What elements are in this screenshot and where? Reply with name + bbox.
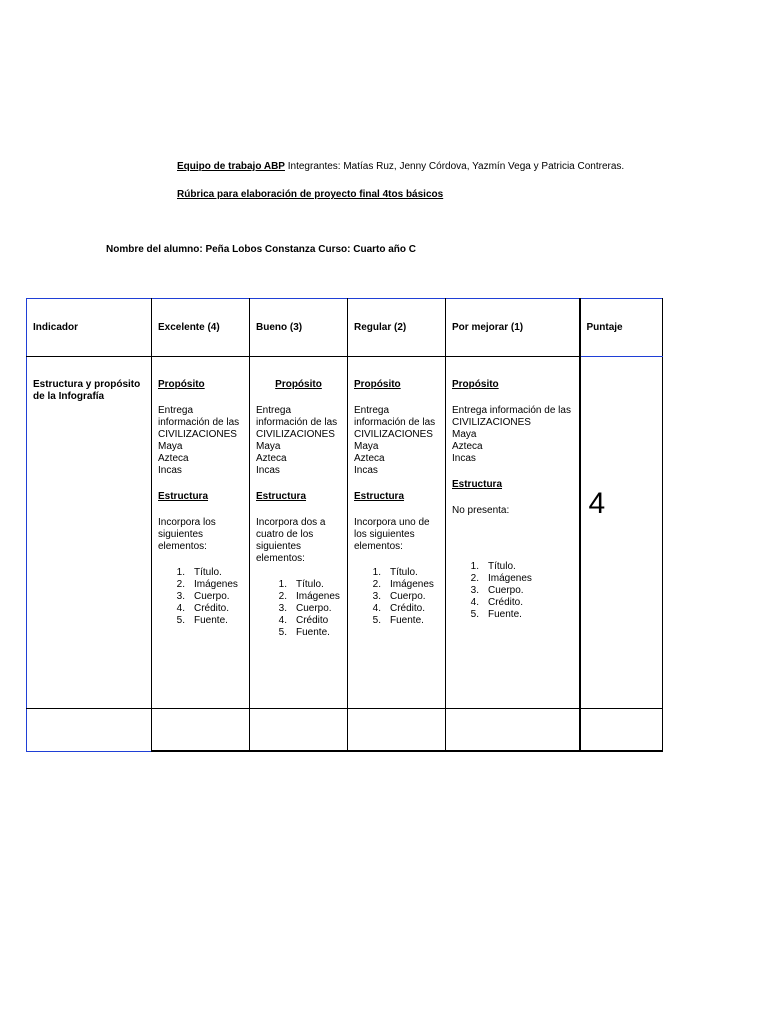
rubric-table (26, 298, 663, 752)
list-item: 1. Título. (470, 561, 516, 572)
header-puntaje: Puntaje (580, 299, 663, 357)
estructura-label: Estructura (452, 479, 503, 490)
header-excelente: Excelente (4) (152, 299, 250, 357)
student-line: Nombre del alumno: Peña Lobos Constanza Curso: Cuarto año C (106, 244, 417, 255)
list-item: 5. Fuente. (176, 615, 228, 626)
criteria-list (158, 567, 243, 627)
empty-cell (152, 709, 250, 752)
list-item: 5. Fuente. (470, 609, 522, 620)
list-item: 1. Título. (278, 579, 324, 590)
list-item: 3. Cuerpo. (470, 585, 524, 596)
list-item: 1. Título. (372, 567, 418, 578)
list-item: 2. Imágenes (470, 573, 532, 584)
header-indicador: Indicador (27, 299, 152, 357)
header-regular: Regular (2) (348, 299, 446, 357)
list-item: 4. Crédito. (470, 597, 524, 608)
list-item: 1. Título. (176, 567, 222, 578)
empty-cell (580, 709, 663, 752)
list-item: 2. Imágenes (372, 579, 434, 590)
estructura-label: Estructura (158, 491, 209, 502)
civ-maya: Maya (158, 441, 183, 452)
proposito-text: Entrega información de las CIVILIZACIONES (158, 405, 240, 440)
rubric-title: Rúbrica para elaboración de proyecto final 4tos básicos (177, 189, 444, 200)
civ-azteca: Azteca (452, 441, 483, 452)
estructura-label: Estructura (256, 491, 307, 502)
civ-maya: Maya (452, 429, 477, 440)
list-item: 5. Fuente. (278, 627, 330, 638)
list-item: 4. Crédito. (176, 603, 230, 614)
table-row-empty (27, 709, 663, 752)
team-label: Equipo de trabajo ABP (177, 161, 285, 172)
civ-maya: Maya (256, 441, 281, 452)
list-item: 2. Imágenes (176, 579, 238, 590)
header-bueno: Bueno (3) (250, 299, 348, 357)
civ-incas: Incas (452, 453, 476, 464)
estructura-label: Estructura (354, 491, 405, 502)
bueno-cell (250, 357, 348, 709)
estructura-text: Incorpora uno de los siguientes elementos: (354, 517, 430, 552)
civ-maya: Maya (354, 441, 379, 452)
proposito-label: Propósito (275, 379, 322, 390)
civ-azteca: Azteca (158, 453, 189, 464)
empty-cell (27, 709, 152, 752)
list-item: 4. Crédito (278, 615, 329, 626)
criteria-list (452, 561, 573, 621)
empty-cell (348, 709, 446, 752)
table-row (27, 357, 663, 709)
proposito-text: Entrega información de las CIVILIZACIONES (256, 405, 338, 440)
excelente-cell (152, 357, 250, 709)
criteria-list (354, 567, 439, 627)
score-value: 4 (588, 487, 606, 520)
estructura-text: Incorpora los siguientes elementos: (158, 517, 216, 552)
proposito-text: Entrega información de las CIVILIZACIONES (354, 405, 436, 440)
list-item: 3. Cuerpo. (176, 591, 230, 602)
civ-incas: Incas (256, 465, 280, 476)
list-item: 3. Cuerpo. (372, 591, 426, 602)
civ-incas: Incas (354, 465, 378, 476)
proposito-label: Propósito (452, 379, 499, 390)
criteria-list (260, 579, 341, 639)
team-members: Integrantes: Matías Ruz, Jenny Córdova, Yazmín Vega y Patricia Contreras. (284, 161, 625, 172)
list-item: 2. Imágenes (278, 591, 340, 602)
table-header-row (27, 299, 663, 357)
indicator-cell (27, 357, 152, 709)
list-item: 3. Cuerpo. (278, 603, 332, 614)
score-cell (580, 357, 663, 709)
civ-azteca: Azteca (256, 453, 287, 464)
regular-cell (348, 357, 446, 709)
list-item: 4. Crédito. (372, 603, 426, 614)
proposito-label: Propósito (158, 379, 205, 390)
por-mejorar-cell (446, 357, 580, 709)
proposito-text: Entrega información de las CIVILIZACIONES (452, 405, 571, 428)
estructura-text: No presenta: (452, 505, 510, 516)
empty-cell (446, 709, 580, 752)
team-line (177, 161, 624, 173)
civ-incas: Incas (158, 465, 182, 476)
list-item: 5. Fuente. (372, 615, 424, 626)
proposito-label: Propósito (354, 379, 401, 390)
civ-azteca: Azteca (354, 453, 385, 464)
indicator-text: Estructura y propósito de la Infografía (33, 379, 141, 402)
empty-cell (250, 709, 348, 752)
estructura-text: Incorpora dos a cuatro de los siguientes elementos: (256, 517, 326, 564)
header-por-mejorar: Por mejorar (1) (446, 299, 580, 357)
